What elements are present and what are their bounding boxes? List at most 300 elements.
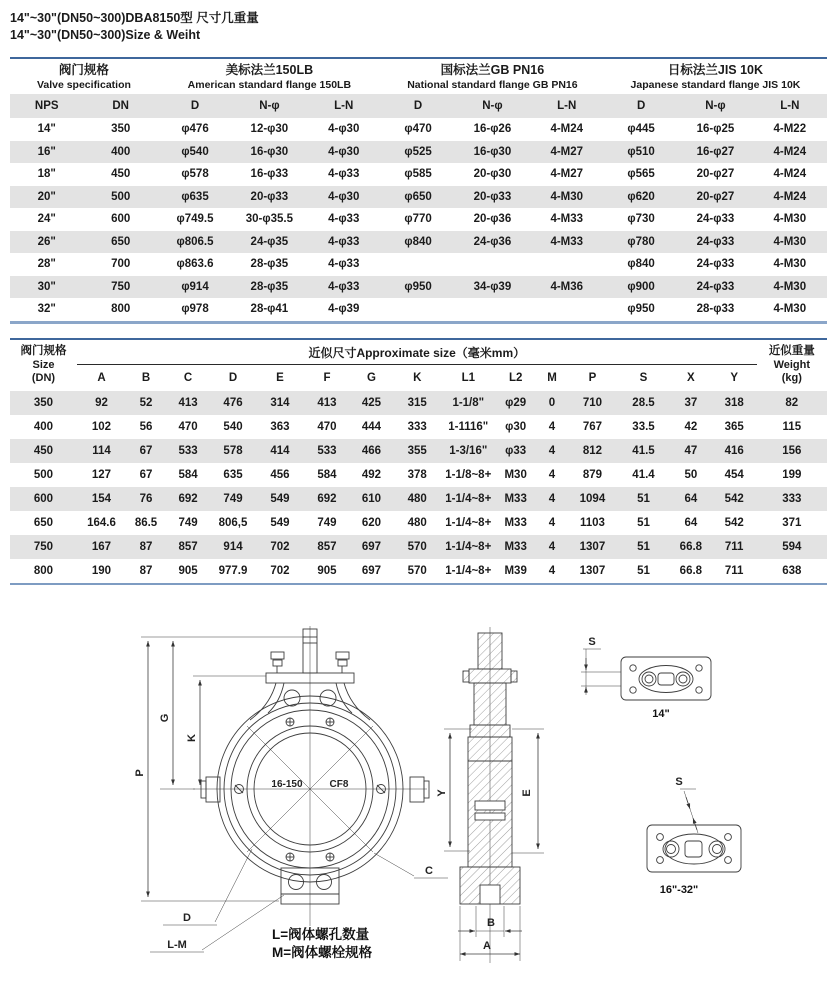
table-cell: 28-φ35	[250, 258, 289, 271]
table-cell: 4-M24	[550, 123, 584, 136]
table-cell: 1-1/8"	[441, 391, 495, 415]
table-cell: 4-M33	[550, 213, 584, 226]
table-cell: 365	[724, 420, 744, 433]
dim-label-g: G	[159, 713, 171, 722]
table-cell: 127	[91, 468, 112, 481]
table-cell: 87	[139, 564, 153, 577]
table-cell: 914	[210, 535, 256, 559]
pad-14-caption: 14"	[652, 707, 670, 720]
table-cell: 4-M30	[530, 186, 604, 209]
table-cell: 24-φ35	[232, 231, 306, 254]
size-weight-table	[10, 338, 827, 585]
table-cell: 4	[548, 564, 556, 577]
table-cell: 702	[270, 564, 290, 577]
table-cell: 76	[126, 487, 166, 511]
column-header: DN	[84, 94, 158, 118]
table-cell: 414	[256, 439, 304, 463]
table-cell: 549	[270, 516, 290, 529]
table-cell: 16-φ33	[250, 168, 289, 181]
table-cell: φ806.5	[158, 231, 232, 254]
page-title-en: 14"~30"(DN50~300)Size & Weiht	[10, 27, 201, 42]
table-cell: 355	[393, 439, 441, 463]
table-cell: 879	[582, 468, 603, 481]
table-cell: 476	[210, 391, 256, 415]
table-cell: 4-M30	[753, 276, 827, 299]
size-table-body	[10, 391, 827, 584]
table-cell: 82	[757, 391, 827, 415]
column-header: A	[77, 364, 126, 391]
size-dn-header	[10, 339, 77, 391]
table-cell: 363	[270, 420, 290, 433]
table-cell: 1103	[579, 516, 605, 529]
table-cell: 66.8	[670, 535, 712, 559]
dim-label-p: P	[134, 769, 146, 777]
column-header: B	[126, 364, 166, 391]
table-cell: 20-φ27	[678, 186, 752, 209]
table-cell: 905	[317, 564, 337, 577]
table-cell: 199	[782, 468, 802, 481]
group-header-national-flange	[381, 58, 604, 94]
table-cell: 400	[33, 420, 54, 433]
table-cell: 92	[77, 391, 126, 415]
column-header: N-φ	[455, 94, 529, 118]
column-header: L-N	[530, 94, 604, 118]
valve-side-section-drawing	[436, 627, 544, 963]
table-cell: 800	[111, 303, 131, 316]
table-cell: 167	[77, 535, 126, 559]
table-cell	[455, 253, 529, 276]
table-cell: 570	[407, 564, 427, 577]
table-cell: 594	[757, 535, 827, 559]
table-cell: 318	[712, 391, 757, 415]
table-cell: 66.8	[679, 564, 703, 577]
table-cell: 533	[166, 439, 210, 463]
table-cell: 20"	[10, 186, 84, 209]
table-cell: 24-φ36	[455, 231, 529, 254]
table-cell: 711	[724, 564, 744, 577]
table-row	[10, 253, 827, 276]
column-header: NPS	[10, 94, 84, 118]
table-row	[10, 535, 827, 559]
table-cell: 4-M22	[773, 123, 807, 136]
table-cell: 500	[33, 468, 54, 481]
table-cell: 378	[407, 468, 427, 481]
table-cell	[530, 253, 604, 276]
dim-label-s-14: S	[588, 635, 596, 648]
table-cell: 4-M27	[550, 168, 584, 181]
table-row	[10, 487, 827, 511]
table-cell: 692	[304, 487, 350, 511]
table-cell: 1094	[568, 487, 617, 511]
table-cell: φ525	[381, 141, 455, 164]
table-cell: 470	[317, 420, 337, 433]
note-line-2: M=阀体螺栓规格	[272, 944, 373, 960]
column-header: L2	[495, 364, 536, 391]
dim-label-d: D	[183, 911, 191, 924]
drawing-notes	[272, 926, 373, 960]
table-cell: 710	[568, 391, 617, 415]
table-cell: 450	[10, 439, 77, 463]
table-cell: 47	[670, 439, 712, 463]
table-cell: 767	[582, 420, 603, 433]
column-header: N-φ	[232, 94, 306, 118]
flange-group-header-row	[10, 58, 827, 94]
table-cell: 16-φ25	[696, 123, 735, 136]
table-cell: 638	[782, 564, 802, 577]
table-cell: 750	[84, 276, 158, 299]
column-header: F	[304, 364, 350, 391]
table-cell: φ749.5	[176, 213, 214, 226]
table-cell: 28-φ35	[232, 276, 306, 299]
table-cell: 4-M30	[773, 258, 807, 271]
technical-drawings	[0, 591, 837, 974]
table-cell: 164.6	[87, 516, 116, 529]
table-cell: 4	[536, 487, 568, 511]
table-cell: 24-φ33	[678, 231, 752, 254]
table-cell: 30"	[10, 276, 84, 299]
table-cell: 635	[223, 468, 243, 481]
table-cell: φ780	[604, 231, 678, 254]
table-cell: φ863.6	[176, 258, 214, 271]
column-header: P	[568, 364, 617, 391]
dim-label-b: B	[487, 916, 495, 929]
table-cell: 416	[712, 439, 757, 463]
weight-header-cn: 近似重量	[768, 345, 815, 358]
weight-header	[757, 339, 827, 391]
table-cell: φ578	[181, 168, 209, 181]
table-cell: 1-1/4~8+	[445, 516, 492, 529]
flange-table-body	[10, 118, 827, 322]
table-cell: 4-φ30	[307, 186, 381, 209]
table-cell: 600	[111, 213, 131, 226]
table-cell: 4-φ33	[328, 168, 360, 181]
table-cell: φ635	[158, 186, 232, 209]
table-cell: 905	[178, 564, 198, 577]
table-row	[10, 463, 827, 487]
table-row	[10, 298, 827, 322]
table-cell: 1-1/4~8+	[441, 535, 495, 559]
table-cell	[455, 298, 529, 322]
table-cell: 28"	[37, 258, 56, 271]
flange-sub-header-row	[10, 94, 827, 118]
table-cell: 4-φ33	[328, 213, 360, 226]
table-cell: φ770	[404, 213, 432, 226]
weight-header-unit: (kg)	[781, 372, 802, 385]
table-cell: 14"	[37, 123, 56, 136]
table-cell: 20-φ33	[455, 186, 529, 209]
dim-label-e: E	[521, 789, 533, 797]
table-cell: 4-φ39	[328, 303, 360, 316]
table-cell: 20-φ27	[696, 168, 735, 181]
dim-label-s-16-32: S	[675, 775, 683, 788]
valve-drawing-svg	[0, 591, 837, 969]
table-cell: 533	[304, 439, 350, 463]
page-title-cn: 14"~30"(DN50~300)DBA8150型 尺寸几重量	[10, 11, 259, 25]
table-cell: 4	[536, 535, 568, 559]
size-header-cn: 阀门规格	[20, 345, 67, 358]
table-row	[10, 391, 827, 415]
table-cell: 749	[210, 487, 256, 511]
table-cell: 37	[670, 391, 712, 415]
table-cell: 610	[350, 487, 393, 511]
table-cell: φ978	[181, 303, 209, 316]
group-header-japanese-flange	[604, 58, 827, 94]
table-cell: 600	[10, 487, 77, 511]
table-cell: M33	[495, 535, 536, 559]
table-cell: 1-3/16"	[441, 439, 495, 463]
column-header: G	[350, 364, 393, 391]
table-cell: 584	[178, 468, 198, 481]
table-cell: 64	[670, 487, 712, 511]
table-cell: 51	[617, 535, 670, 559]
table-cell: 28.5	[617, 391, 670, 415]
table-row	[10, 231, 827, 254]
table-cell: φ650	[381, 186, 455, 209]
group-header-valve-spec	[10, 58, 158, 94]
table-cell: φ33	[495, 439, 536, 463]
group-header-cn: 美标法兰150LB	[225, 63, 314, 77]
pad-14-drawing	[581, 636, 711, 720]
table-cell: 51	[617, 487, 670, 511]
table-cell: 620	[361, 516, 382, 529]
table-cell: 749	[317, 516, 337, 529]
table-cell: 749	[178, 516, 198, 529]
table-cell: φ840	[627, 258, 655, 271]
table-cell: 1307	[568, 535, 617, 559]
table-cell: φ470	[404, 123, 432, 136]
table-cell: 16"	[10, 141, 84, 164]
group-header-cn: 阀门规格	[58, 63, 109, 77]
table-cell: 350	[10, 391, 77, 415]
table-cell: 18"	[37, 168, 56, 181]
table-cell: 16-φ27	[678, 141, 752, 164]
table-cell: 857	[304, 535, 350, 559]
table-cell: 1-1/4~8+	[445, 564, 492, 577]
table-cell: 702	[256, 535, 304, 559]
table-cell: 41.4	[632, 468, 655, 481]
column-header: L1	[441, 364, 495, 391]
table-cell: φ29	[495, 391, 536, 415]
table-cell: 4	[548, 420, 556, 433]
table-cell: 750	[10, 535, 77, 559]
group-header-cn: 国标法兰GB PN16	[440, 63, 545, 77]
table-cell: 800	[33, 564, 54, 577]
table-cell: 4-φ33	[328, 258, 360, 271]
table-cell: 333	[757, 487, 827, 511]
table-cell: 52	[126, 391, 166, 415]
table-cell: 4-M30	[753, 231, 827, 254]
column-header: N-φ	[678, 94, 752, 118]
table-cell: 650	[33, 516, 54, 529]
table-cell: φ914	[158, 276, 232, 299]
table-cell: 315	[393, 391, 441, 415]
table-cell: 87	[126, 535, 166, 559]
table-cell: 33.5	[632, 420, 655, 433]
body-mark-material: CF8	[329, 778, 349, 790]
table-row	[10, 415, 827, 439]
flange-dimensions-table	[10, 57, 827, 324]
table-cell: 42	[684, 420, 698, 433]
table-cell: 314	[256, 391, 304, 415]
table-cell: φ620	[604, 186, 678, 209]
table-cell: 4-M24	[773, 168, 807, 181]
table-cell: 115	[782, 420, 802, 433]
table-cell: 67	[139, 468, 153, 481]
table-cell: φ950	[627, 303, 655, 316]
table-cell: 1307	[579, 564, 606, 577]
approximate-size-header: 近似尺寸Approximate size（毫米mm）	[77, 339, 757, 365]
table-row	[10, 163, 827, 186]
table-cell: 542	[724, 516, 744, 529]
table-cell: 16-φ26	[473, 123, 512, 136]
table-cell: 4-φ30	[328, 123, 360, 136]
table-cell: 857	[166, 535, 210, 559]
column-header: D	[381, 94, 455, 118]
table-cell: 425	[350, 391, 393, 415]
table-cell: 28-φ41	[250, 303, 289, 316]
page-title-block	[0, 0, 837, 43]
table-cell: 492	[361, 468, 382, 481]
table-cell: 16-φ30	[455, 141, 529, 164]
table-cell: φ585	[404, 168, 432, 181]
size-header-en: Size	[32, 358, 55, 371]
table-cell	[530, 298, 604, 322]
table-cell: φ510	[604, 141, 678, 164]
table-cell: M30	[504, 468, 527, 481]
table-cell: 20-φ30	[473, 168, 512, 181]
table-cell: 584	[317, 468, 337, 481]
table-cell: 692	[166, 487, 210, 511]
dim-label-k: K	[186, 733, 198, 742]
table-cell: 4	[536, 439, 568, 463]
table-cell: 4	[548, 516, 556, 529]
column-header: K	[393, 364, 441, 391]
table-cell: 4-φ33	[307, 276, 381, 299]
table-cell: 4-M24	[753, 141, 827, 164]
table-cell: 12-φ30	[250, 123, 289, 136]
table-cell: 16-φ30	[232, 141, 306, 164]
table-row	[10, 559, 827, 584]
table-cell: 450	[111, 168, 131, 181]
body-mark-class: 16-150	[271, 778, 303, 790]
table-cell: 4-M36	[530, 276, 604, 299]
table-cell: 24"	[37, 213, 56, 226]
pad-16-32-drawing	[647, 776, 741, 896]
size-table-header-row	[10, 339, 827, 365]
pad-16-32-caption: 16"-32"	[659, 883, 699, 896]
table-cell: 400	[84, 141, 158, 164]
size-header-unit: (DN)	[31, 372, 56, 385]
table-cell: φ730	[627, 213, 655, 226]
table-cell: 444	[361, 420, 382, 433]
table-cell: 4-M33	[530, 231, 604, 254]
table-cell: 413	[166, 391, 210, 415]
table-cell: 24-φ33	[678, 276, 752, 299]
table-cell: 114	[77, 439, 126, 463]
table-cell: 154	[77, 487, 126, 511]
group-header-en: Valve specification	[36, 78, 131, 91]
table-row	[10, 511, 827, 535]
column-header: L-N	[307, 94, 381, 118]
table-cell: 4-M27	[530, 141, 604, 164]
table-row	[10, 118, 827, 141]
table-cell: 549	[256, 487, 304, 511]
table-cell: 24-φ33	[696, 258, 735, 271]
table-cell: 697	[350, 535, 393, 559]
table-cell: 20-φ33	[232, 186, 306, 209]
table-cell: 480	[407, 516, 427, 529]
table-row	[10, 141, 827, 164]
table-cell: 350	[111, 123, 131, 136]
table-cell: 454	[724, 468, 744, 481]
table-row	[10, 276, 827, 299]
column-header: Y	[712, 364, 757, 391]
note-line-1: L=阀体螺孔数量	[272, 926, 370, 942]
group-header-en: Japanese standard flange JIS 10K	[630, 78, 801, 91]
table-row	[10, 208, 827, 231]
column-header: D	[604, 94, 678, 118]
table-cell: 700	[111, 258, 131, 271]
table-cell: 4-M30	[773, 213, 807, 226]
table-cell: 67	[126, 439, 166, 463]
table-cell: 102	[91, 420, 112, 433]
column-header: E	[256, 364, 304, 391]
table-cell: 51	[637, 564, 650, 577]
table-cell: 41.5	[617, 439, 670, 463]
table-cell: 24-φ33	[696, 213, 735, 226]
table-cell: φ565	[627, 168, 655, 181]
table-cell: 64	[684, 516, 698, 529]
table-cell: 190	[91, 564, 112, 577]
table-cell: 540	[223, 420, 243, 433]
column-header: D	[210, 364, 256, 391]
table-cell: φ30	[505, 420, 527, 433]
table-cell: 4-φ30	[307, 141, 381, 164]
table-cell: 697	[361, 564, 382, 577]
table-row	[10, 186, 827, 209]
table-cell: 20-φ36	[473, 213, 512, 226]
table-cell: 1-1116"	[448, 420, 489, 433]
table-cell: 578	[210, 439, 256, 463]
table-cell: 456	[270, 468, 290, 481]
table-cell: 1-1/4~8+	[441, 487, 495, 511]
table-cell: 650	[84, 231, 158, 254]
table-cell: M33	[495, 487, 536, 511]
column-header: M	[536, 364, 568, 391]
table-cell: 32"	[37, 303, 56, 316]
table-cell: 4-M30	[773, 303, 807, 316]
group-header-en: National standard flange GB PN16	[407, 78, 578, 91]
column-header: X	[670, 364, 712, 391]
dim-label-y: Y	[436, 789, 448, 797]
column-header: S	[617, 364, 670, 391]
table-cell: φ950	[381, 276, 455, 299]
table-cell: 56	[139, 420, 153, 433]
table-cell: 500	[84, 186, 158, 209]
table-cell: 26"	[10, 231, 84, 254]
table-cell: 480	[393, 487, 441, 511]
table-cell: φ840	[381, 231, 455, 254]
table-cell: 371	[782, 516, 802, 529]
weight-header-en: Weight	[773, 358, 811, 371]
dim-label-a: A	[483, 939, 491, 952]
table-cell: 711	[712, 535, 757, 559]
column-header: C	[166, 364, 210, 391]
table-cell: 977.9	[218, 564, 248, 577]
table-cell: 30-φ35.5	[245, 213, 293, 226]
table-cell: M33	[504, 516, 527, 529]
table-cell: φ900	[604, 276, 678, 299]
